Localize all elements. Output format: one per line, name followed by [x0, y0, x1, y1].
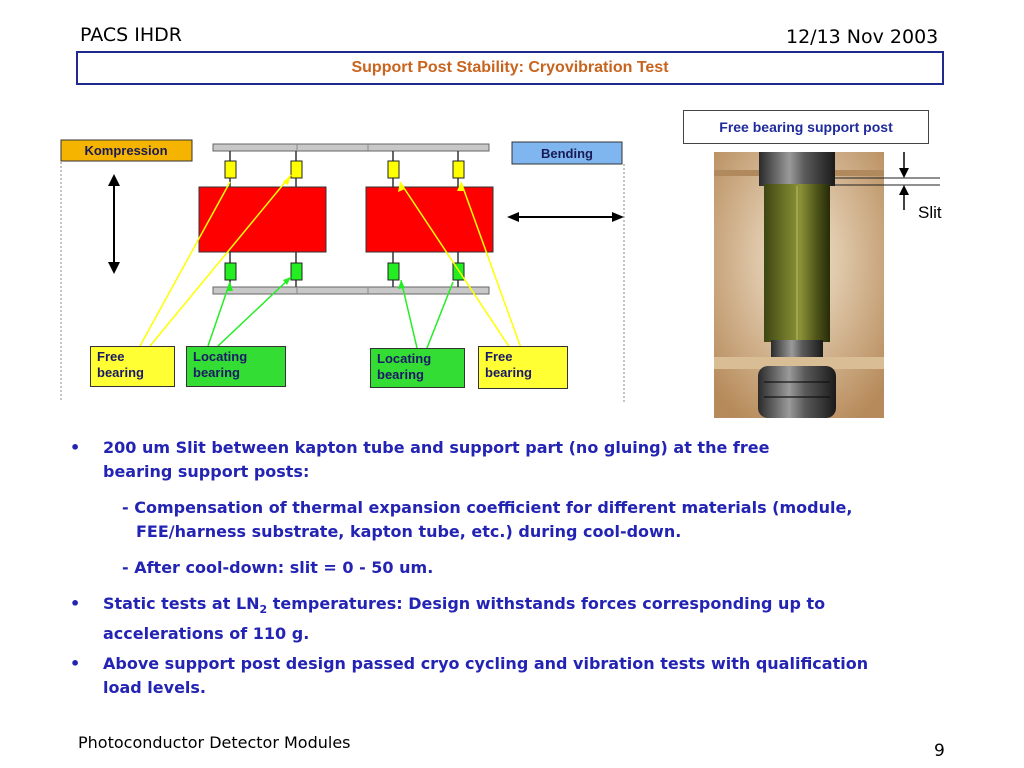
- arrow-head-left: [507, 212, 519, 222]
- bullet-line: load levels.: [103, 678, 206, 697]
- free-bearing-label-left: [90, 346, 175, 387]
- locating-bearing-label-left: [186, 346, 286, 387]
- photo-caption: Free bearing support post: [719, 119, 893, 135]
- locating-bearing-label-line2: bearing: [377, 367, 424, 382]
- bending-label: Bending: [541, 146, 593, 161]
- screw-head: [758, 366, 836, 418]
- header-left: PACS IHDR: [80, 24, 182, 46]
- locating-bearing-bottom: [225, 263, 236, 280]
- footer-title: Photoconductor Detector Modules: [78, 733, 351, 752]
- bullet-line: accelerations of 110 g.: [103, 624, 310, 644]
- free-bearing-label-line2: bearing: [97, 365, 144, 380]
- locating-bearing-label-right: [370, 348, 465, 388]
- header-date: 12/13 Nov 2003: [786, 26, 939, 48]
- bullet-text: [103, 652, 953, 700]
- free-bearing-label-line2: bearing: [485, 365, 532, 380]
- locating-bearing-bottom: [291, 263, 302, 280]
- top-cap: [759, 152, 835, 186]
- support-post-photo: [714, 152, 940, 418]
- top-rail: [213, 144, 489, 151]
- page-number: 9: [934, 741, 945, 761]
- free-bearing-top: [225, 161, 236, 178]
- slide-title: Support Post Stability: Cryovibration Test: [351, 59, 669, 76]
- bullet-dot: •: [70, 438, 81, 457]
- bullet-line: Above support post design passed cryo cycling and vibration tests with qualification: [103, 654, 869, 673]
- bottom-rail: [213, 287, 489, 294]
- free-bearing-top: [453, 161, 464, 178]
- free-bearing-top: [291, 161, 302, 178]
- arrow-head-down: [108, 262, 120, 274]
- sub-bullet-line: - Compensation of thermal expansion coefficient for different materials (module,: [122, 498, 853, 517]
- bullet-dot: •: [70, 654, 81, 673]
- slit-arrowhead-up: [899, 185, 909, 195]
- sub-bullet-text: [122, 496, 942, 544]
- module-block-left: [199, 187, 326, 252]
- bullet-text: [103, 592, 953, 646]
- free-bearing-label-line1: Free: [485, 349, 513, 364]
- bullet-dot: •: [70, 594, 81, 613]
- bullet-line: bearing support posts:: [103, 462, 310, 481]
- locating-bearing-label-line1: Locating: [193, 349, 248, 364]
- free-bearing-label-line1: Free: [97, 349, 125, 364]
- subscript: 2: [259, 603, 268, 617]
- bullet-line: 200 um Slit between kapton tube and support part (no gluing) at the free: [103, 438, 770, 457]
- locating-bearing-label-line1: Locating: [377, 351, 432, 366]
- pointer-arrowhead: [398, 280, 405, 289]
- photo-caption-box: [683, 110, 929, 144]
- slit-arrowhead-down: [899, 168, 909, 178]
- slide-title-box: [76, 51, 944, 85]
- bullet-text: [103, 436, 953, 484]
- bullet-line: Static tests at LN: [103, 594, 260, 613]
- free-bearing-label-right: [478, 346, 568, 389]
- sub-bullet-text: - After cool-down: slit = 0 - 50 um.: [122, 558, 434, 577]
- slit-label: Slit: [918, 203, 942, 222]
- arrow-head-right: [612, 212, 624, 222]
- locating-bearing-label-line2: bearing: [193, 365, 240, 380]
- arrow-head-up: [108, 174, 120, 186]
- locating-bearing-bottom: [388, 263, 399, 280]
- bullet-line: temperatures: Design withstands forces corresponding up to: [267, 594, 826, 613]
- kompression-label: Kompression: [84, 143, 168, 158]
- sub-bullet-line: FEE/harness substrate, kapton tube, etc.) during cool-down.: [136, 522, 682, 541]
- free-bearing-top: [388, 161, 399, 178]
